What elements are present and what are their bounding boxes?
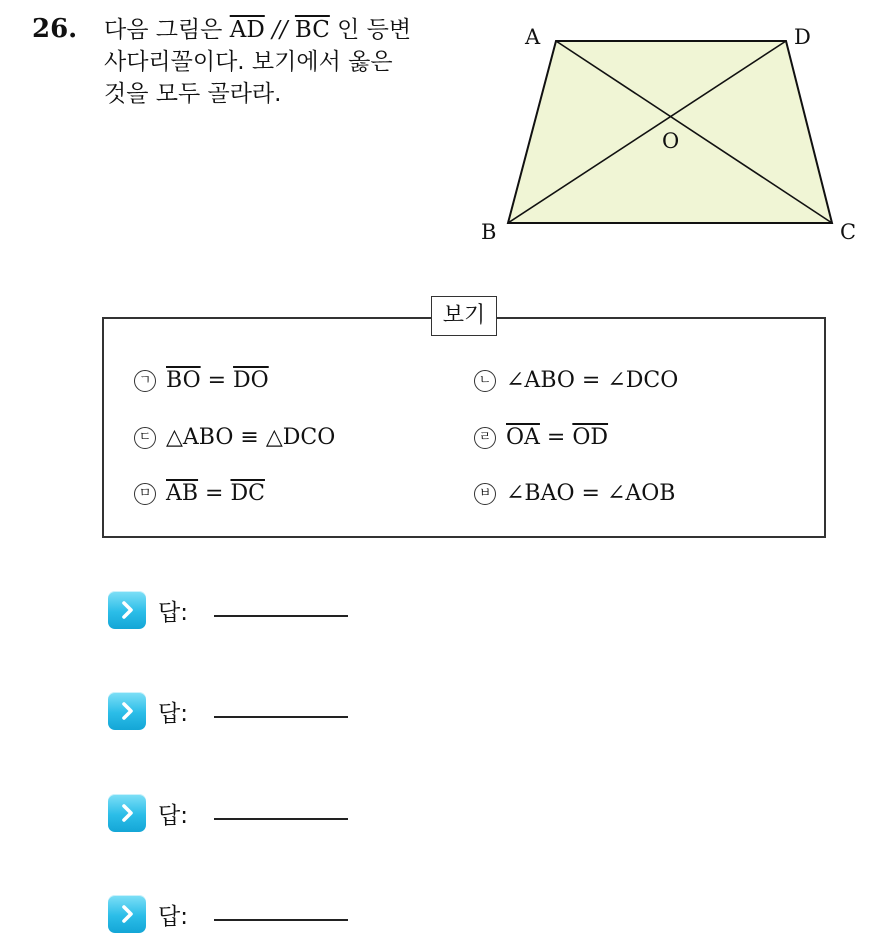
marker-giyeok: ㄱ (134, 370, 156, 392)
bogi-title: 보기 (431, 296, 497, 336)
arrow-button[interactable] (108, 692, 146, 730)
answer-label: 답: (158, 903, 188, 930)
vertex-label-a: A (525, 25, 541, 49)
bogi-item-5[interactable] (134, 481, 265, 506)
answer-blank[interactable] (214, 615, 348, 617)
chevron-right-icon (117, 701, 137, 721)
bogi-item-2[interactable] (474, 368, 678, 393)
arrow-button[interactable] (108, 895, 146, 933)
parallel-symbol: // (272, 17, 288, 43)
marker-rieul: ㄹ (474, 427, 496, 449)
marker-bieup: ㅂ (474, 483, 496, 505)
chevron-right-icon (117, 600, 137, 620)
equals-sign: = (198, 481, 231, 506)
marker-digeut: ㄷ (134, 427, 156, 449)
question-line-3: 것을 모두 골라라. (104, 81, 282, 107)
answer-label: 답: (158, 700, 188, 727)
segment-od: $\overline{OD}$ (572, 425, 609, 450)
vertex-label-d: D (794, 25, 811, 49)
answer-label: 답: (158, 599, 188, 626)
segment-do: $\overline{DO}$ (233, 368, 269, 393)
bogi-item-1-text (166, 368, 269, 393)
question-line-1-post: 인 등변 (337, 17, 412, 43)
arrow-button[interactable] (108, 591, 146, 629)
answer-row-3 (108, 794, 188, 832)
answer-blank[interactable] (214, 919, 348, 921)
bogi-item-1[interactable] (134, 368, 269, 393)
bogi-item-3[interactable] (134, 425, 335, 450)
answer-row-1 (108, 591, 188, 629)
vertex-label-c: C (840, 220, 857, 244)
question-text (104, 14, 464, 110)
marker-nieun: ㄴ (474, 370, 496, 392)
question-line-1 (104, 14, 464, 46)
trapezoid-figure (470, 10, 880, 250)
question-line-1-pre: 다음 그림은 (104, 17, 223, 43)
bogi-item-4-text (506, 425, 608, 450)
vertex-label-o: O (662, 129, 680, 153)
answer-label: 답: (158, 802, 188, 829)
question-line-2: 사다리꼴이다. 보기에서 옳은 (104, 49, 393, 75)
segment-bo: $\overline{BO}$ (166, 368, 201, 393)
segment-ad: $\overline{AD}$ (229, 17, 265, 43)
marker-mieum: ㅁ (134, 483, 156, 505)
equals-sign: = (200, 368, 234, 393)
equals-sign: = (539, 425, 573, 450)
bogi-item-5-text (166, 481, 265, 506)
segment-dc: $\overline{DC}$ (230, 481, 265, 506)
segment-bc: $\overline{BC}$ (294, 17, 330, 43)
segment-oa: $\overline{OA}$ (506, 425, 540, 450)
bogi-item-6-text: ∠BAO = ∠AOB (506, 481, 676, 506)
bogi-item-6[interactable] (474, 481, 675, 506)
question-number: 26. (32, 14, 78, 44)
answer-row-4 (108, 895, 188, 933)
chevron-right-icon (117, 803, 137, 823)
answer-blank[interactable] (214, 818, 348, 820)
bogi-item-3-text: △ABO ≡ △DCO (166, 425, 336, 450)
vertex-label-b: B (481, 220, 497, 244)
answer-blank[interactable] (214, 716, 348, 718)
answer-row-2 (108, 692, 188, 730)
arrow-button[interactable] (108, 794, 146, 832)
chevron-right-icon (117, 904, 137, 924)
bogi-item-2-text: ∠ABO = ∠DCO (506, 368, 679, 393)
segment-ab: $\overline{AB}$ (166, 481, 199, 506)
bogi-item-4[interactable] (474, 425, 608, 450)
